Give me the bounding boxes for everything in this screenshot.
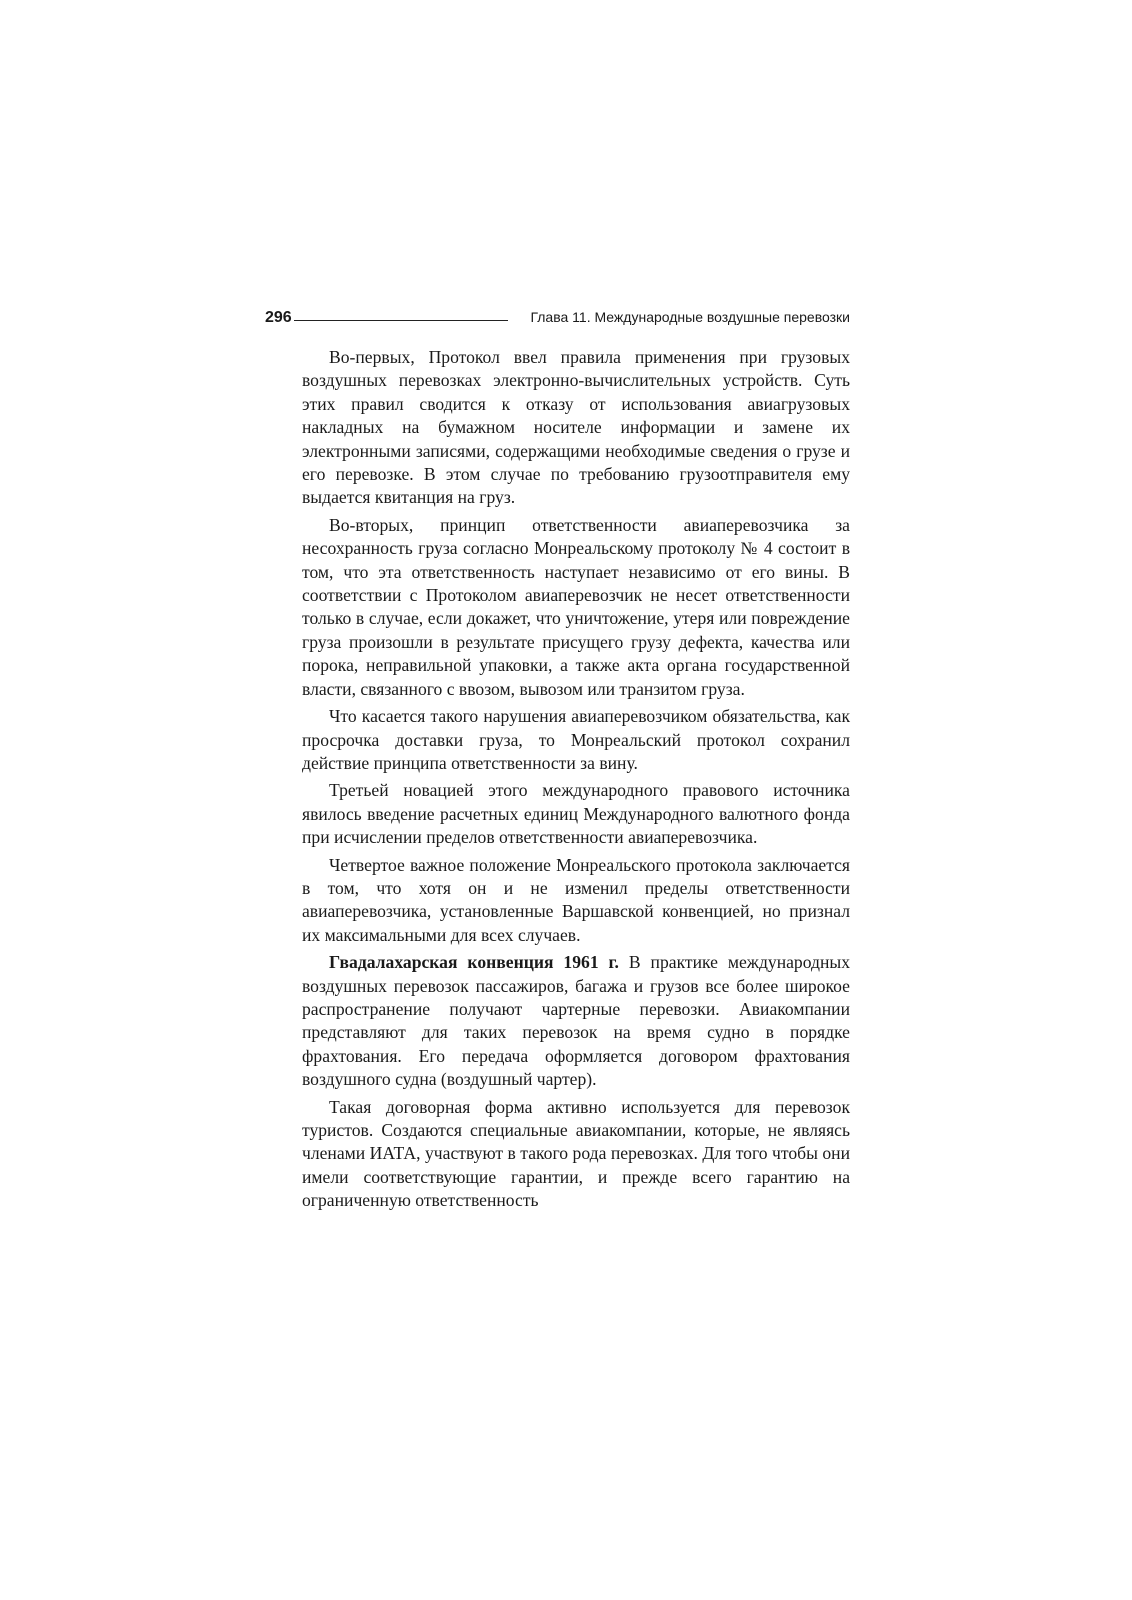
paragraph [302,705,850,775]
page-number: 296 [265,309,292,326]
book-page [265,300,850,1217]
body-text [302,346,850,1213]
paragraph [302,854,850,948]
paragraph-text: Четвертое важное положение Монреальского протокола заключается в том, что хотя он и не изменил пределы ответственности авиаперевозчика, установленные Варшавской конвенцией, но признал их максимальными для всех случаев. [302,854,850,945]
paragraph [302,346,850,510]
paragraph-text: Что касается такого нарушения авиаперевозчиком обязательства, как просрочка доставки груза, то Монреальский протокол сохранил действие принципа ответственности за вину. [302,706,850,773]
paragraph-lead: Гвадалахарская конвенция 1961 г. [329,952,619,973]
paragraph [302,514,850,701]
header-rule [294,320,508,321]
paragraph [302,951,850,1091]
paragraph-text: В практике международных воздушных перевозок пассажиров, багажа и грузов все более широкое распространение получают чартерные перевозки. Авиакомпании представляют для таких перевозок на время судно в порядке фрахтования. Его передача оформляется договором фрахтования воздушного судна (воздушный чартер). [302,952,850,1090]
paragraph [302,779,850,849]
paragraph-text: Такая договорная форма активно используется для перевозок туристов. Создаются специальные авиакомпании, которые, не являясь членами ИАТА, участвуют в такого рода перевозках. Для того чтобы они имели соответствующие гарантии, и прежде всего гарантию на ограниченную ответственность [302,1096,850,1211]
chapter-title: Глава 11. Международные воздушные перевозки [530,309,850,325]
paragraph-text: Во-первых, Протокол ввел правила применения при грузовых воздушных перевозках электронно-вычислительных устройств. Суть этих правил сводится к отказу от использования авиагрузовых накладных на бумажном носителе информации и замене их электронными записями, содержащими необходимые сведения о грузе и его перевозке. В этом случае по требованию грузоотправителя ему выдается квитанция на груз. [302,347,850,508]
running-head [265,300,850,324]
paragraph-text: Третьей новацией этого международного правового источника явилось введение расчетных единиц Международного валютного фонда при исчислении пределов ответственности авиаперевозчика. [302,780,850,848]
paragraph [302,1096,850,1213]
paragraph-text: Во-вторых, принцип ответственности авиаперевозчика за несохранность груза согласно Монреальскому протоколу № 4 состоит в том, что эта ответственность наступает независимо от его вины. В соответствии с Протоколом авиаперевозчик не несет ответственности только в случае, если докажет, что уничтожение, утеря или повреждение груза произошли в результате присущего грузу дефекта, качества или порока, неправильной упаковки, а также акта органа государственной власти, связанного с ввозом, вывозом или транзитом груза. [302,514,850,699]
